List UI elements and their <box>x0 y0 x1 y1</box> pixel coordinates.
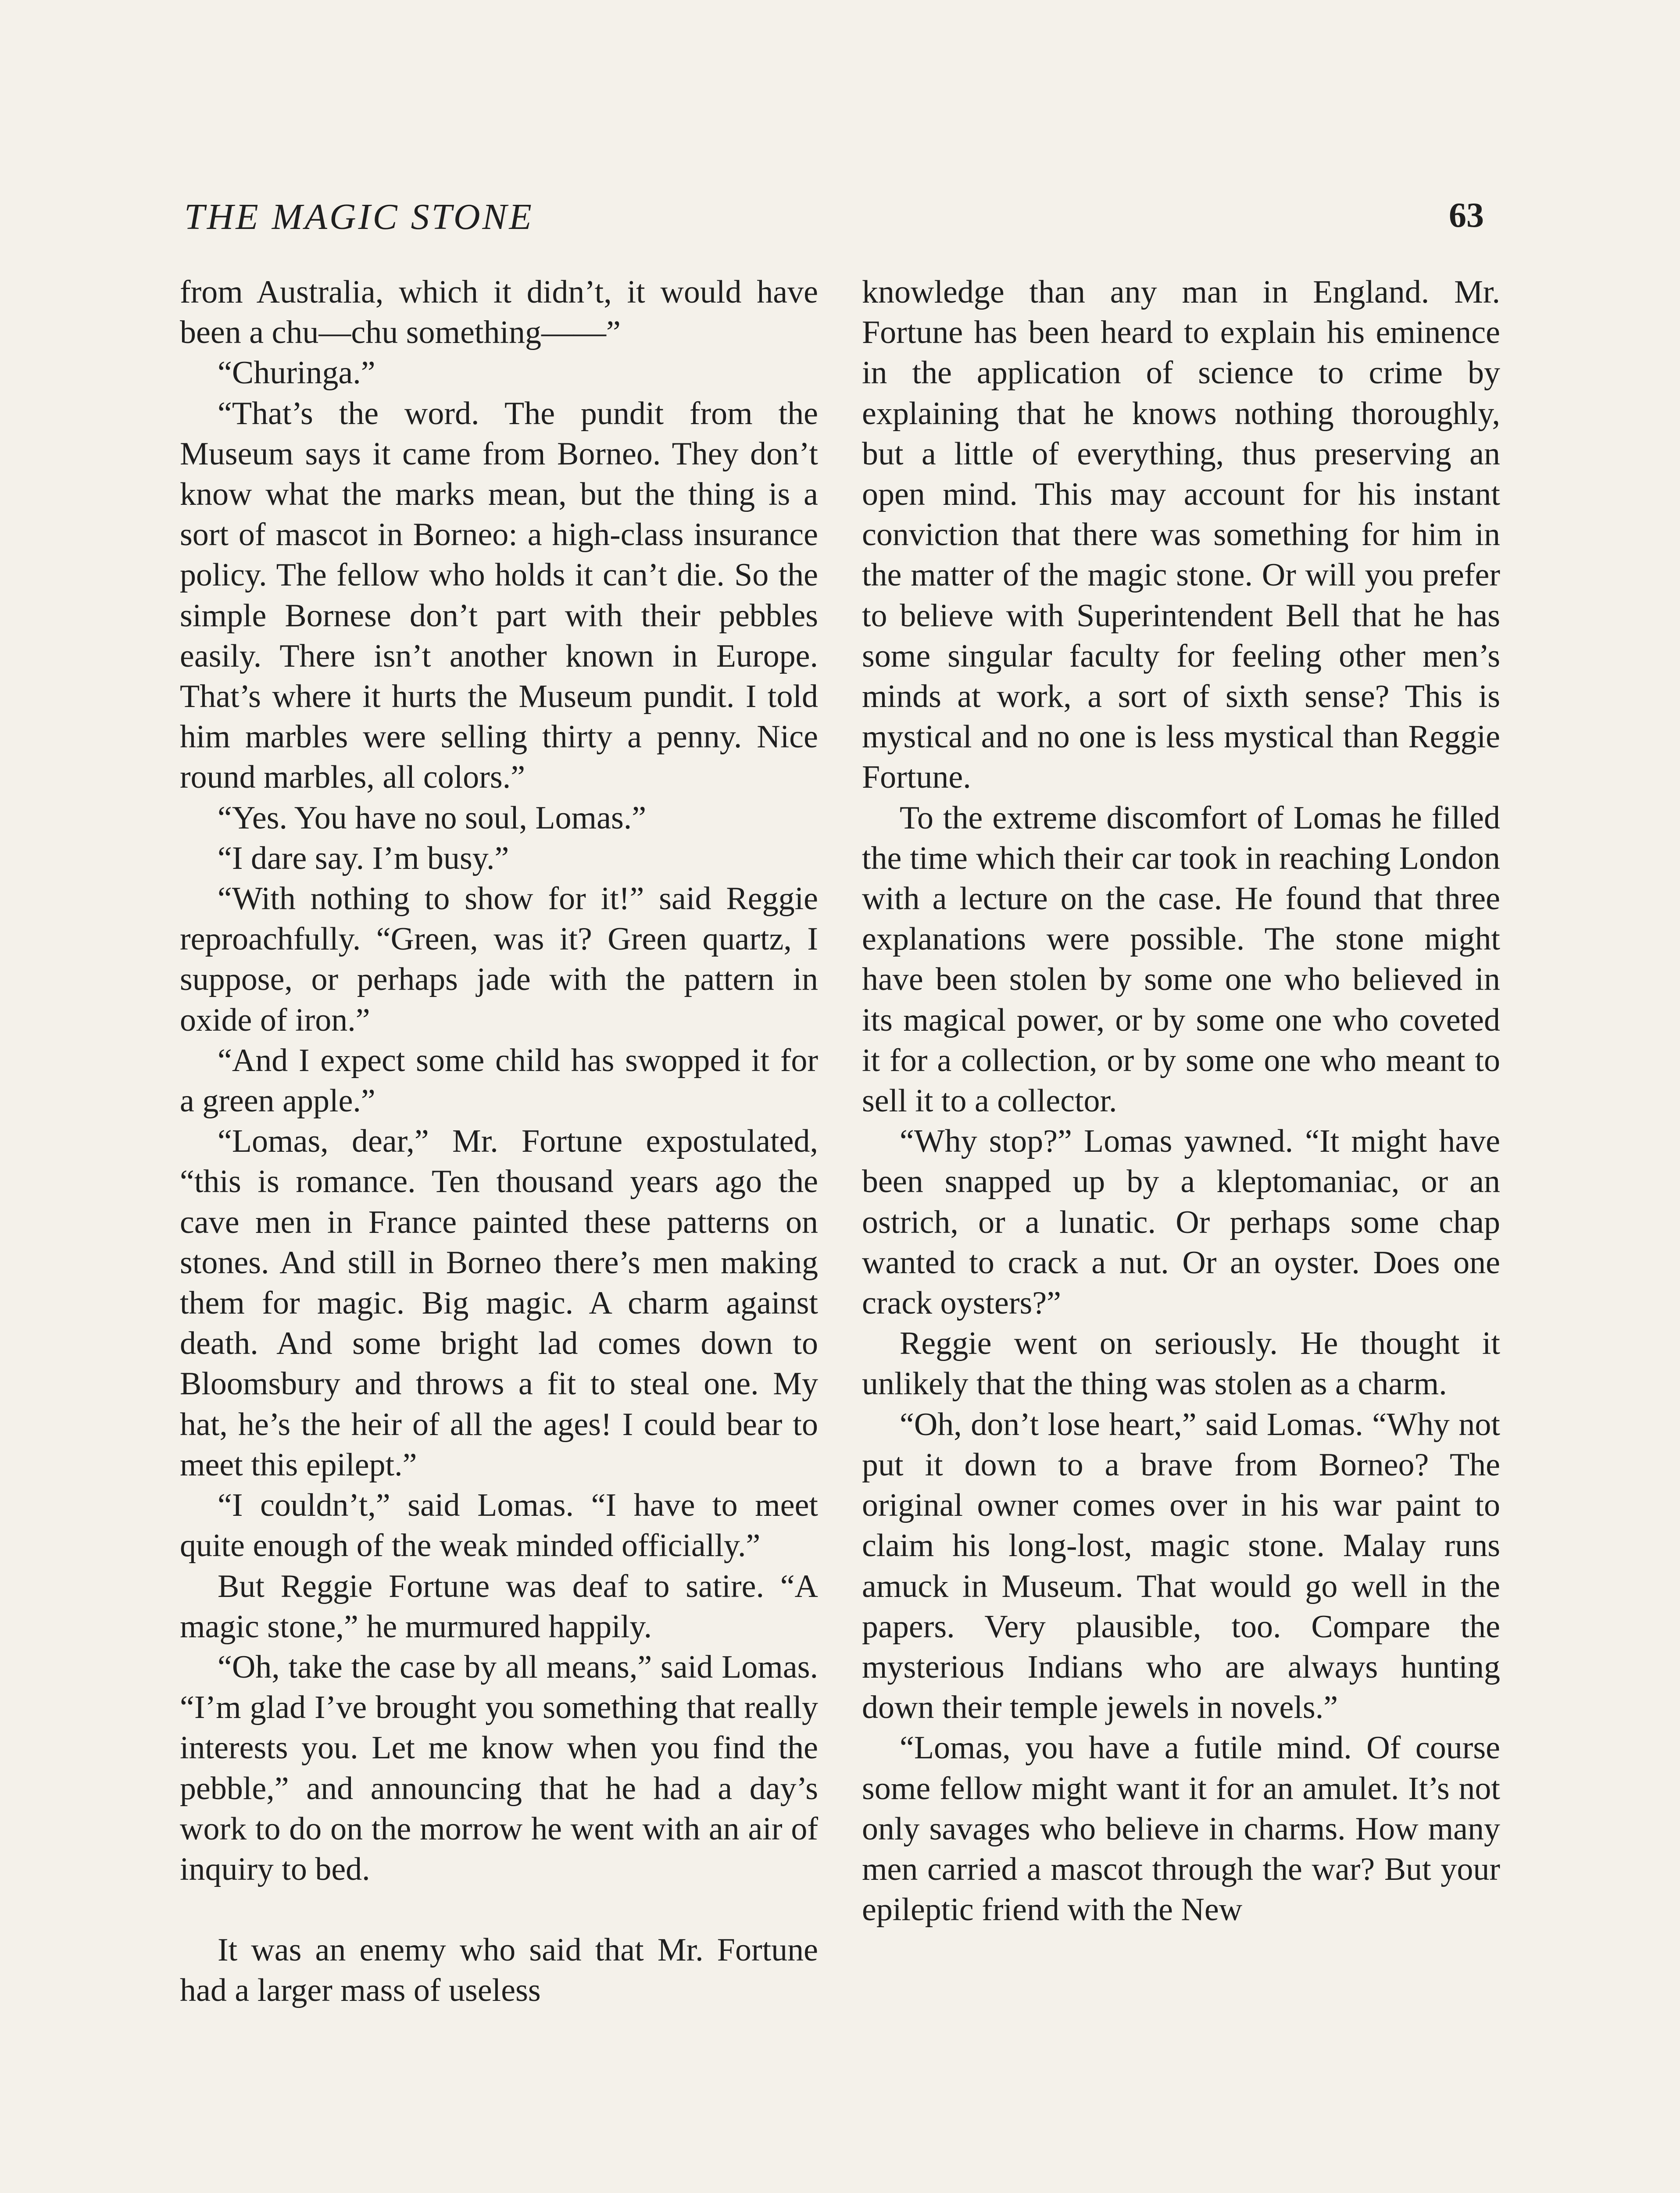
paragraph: “Lomas, you have a futile mind. Of course some fellow might want it for an amulet. It’s not only savages who believe in charms. How many men carried a mascot through the war? But your epileptic friend with the New <box>862 1730 1500 1928</box>
right-column <box>862 272 1500 1930</box>
section-paragraph: It was an enemy who said that Mr. Fortune had a larger mass of useless <box>180 1932 818 2009</box>
paragraph: “That’s the word. The pundit from the Museum says it came from Borneo. They don’t know what the marks mean, but the thing is a sort of mascot in Borneo: a high-class insurance policy. The fellow who holds it can’t die. So the simple Bornese don’t part with their pebbles easily. There isn’t another known in Europe. That’s where it hurts the Museum pundit. I told him marbles were selling thirty a penny. Nice round marbles, all colors.” <box>180 395 818 796</box>
paragraph: “Why stop?” Lomas yawned. “It might have been snapped up by a kleptomaniac, or an ostrich, or a lunatic. Or perhaps some chap wanted to crack a nut. Or an oyster. Does one crack oysters?” <box>862 1123 1500 1322</box>
page-number: 63 <box>1449 196 1484 235</box>
paragraph: “And I expect some child has swopped it for a green apple.” <box>180 1042 818 1119</box>
running-title: THE MAGIC STONE <box>184 196 534 237</box>
paragraph: “Oh, don’t lose heart,” said Lomas. “Why not put it down to a brave from Borneo? The original owner comes over in his war paint to claim his long-lost, magic stone. Malay runs amuck in Museum. That would go well in the papers. Very plausible, too. Compare the mysterious Indians who are always hunting down their temple jewels in novels.” <box>862 1406 1500 1726</box>
paragraph: “Churinga.” <box>218 355 375 391</box>
paragraph: Reggie went on seriously. He thought it unlikely that the thing was stolen as a charm. <box>862 1325 1500 1402</box>
paragraph: knowledge than any man in England. Mr. Fortune has been heard to explain his eminence in the application of science to crime by explaining that he knows nothing thoroughly, but a little of everything, thus preserving an open mind. This may account for his instant conviction that there was something for him in the matter of the magic stone. Or will you prefer to believe with Superintendent Bell that he has some singular faculty for feeling other men’s minds at work, a sort of sixth sense? This is mystical and no one is less mystical than Reggie Fortune. <box>862 274 1500 796</box>
paragraph: “I dare say. I’m busy.” <box>218 840 509 876</box>
paragraph: “Oh, take the case by all means,” said Lomas. “I’m glad I’ve brought you something that really interests you. Let me know when you find the pebble,” and announcing that he had a day’s work to do on the morrow he went with an air of inquiry to bed. <box>180 1649 818 1887</box>
paragraph: “Lomas, dear,” Mr. Fortune expostulated, “this is romance. Ten thousand years ago the cave men in France painted these patterns on stones. And still in Borneo there’s men making them for magic. Big magic. A charm against death. And some bright lad comes down to Bloomsbury and throws a fit to steal one. My hat, he’s the heir of all the ages! I could bear to meet this epilept.” <box>180 1123 818 1483</box>
paragraph: “Yes. You have no soul, Lomas.” <box>218 800 647 836</box>
paragraph: “I couldn’t,” said Lomas. “I have to meet quite enough of the weak minded officially.” <box>180 1487 818 1564</box>
paragraph: To the extreme discomfort of Lomas he filled the time which their car took in reaching London with a lecture on the case. He found that three explanations were possible. The stone might have been stolen by some one who believed in its magical power, or by some one who coveted it for a collection, or by some one who meant to sell it to a collector. <box>862 800 1500 1119</box>
paragraph: “With nothing to show for it!” said Reggie reproachfully. “Green, was it? Green quartz, I suppose, or perhaps jade with the pattern in oxide of iron.” <box>180 881 818 1038</box>
left-column <box>180 272 818 2011</box>
paragraph: But Reggie Fortune was deaf to satire. “A magic stone,” he murmured happily. <box>180 1568 818 1645</box>
running-header <box>184 196 1484 244</box>
paragraph: from Australia, which it didn’t, it would have been a chu—chu something——” <box>180 274 818 351</box>
